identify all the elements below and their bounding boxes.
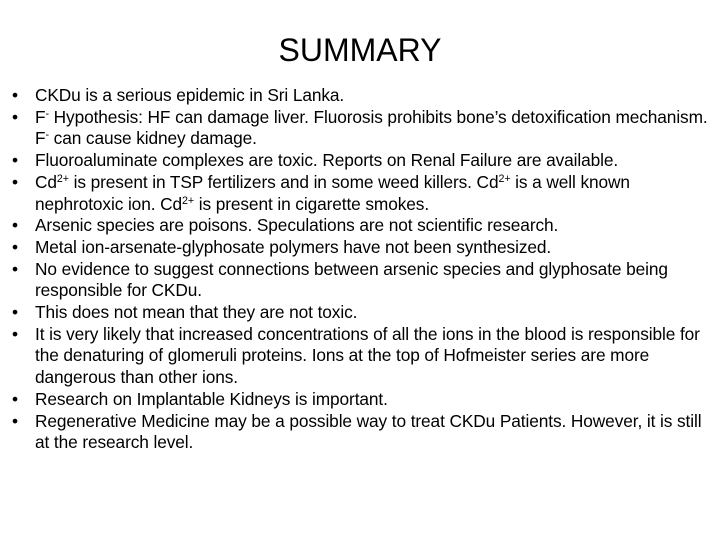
bullet-item: [0, 411, 712, 454]
slide-title: SUMMARY: [278, 32, 442, 68]
bullet-text: It is very likely that increased concentrations of all the ions in the blood is responsible for the denaturing of glomeruli proteins. Ions at the top of Hofmeister series are more dangerous than other ions.: [35, 323, 700, 388]
bullet-text: Regenerative Medicine may be a possible way to treat CKDu Patients. However, it is still at the research level.: [35, 410, 702, 453]
bullet-icon: •: [12, 388, 18, 409]
bullet-icon: •: [12, 258, 18, 279]
bullet-icon: •: [12, 302, 18, 323]
superscript: -: [45, 129, 49, 142]
bullet-icon: •: [12, 323, 18, 344]
superscript: 2+: [182, 194, 195, 207]
bullet-text: is present in cigarette smokes.: [194, 193, 430, 214]
bullet-item: [0, 324, 712, 389]
bullet-text: This does not mean that they are not toxic.: [35, 302, 358, 323]
bullet-text: F: [35, 106, 46, 127]
bullet-icon: •: [12, 106, 18, 127]
bullet-icon: •: [12, 85, 18, 105]
bullet-list: [0, 85, 712, 454]
bullet-icon: •: [12, 236, 18, 257]
bullet-text: is present in TSP fertilizers and in some weed killers. Cd: [68, 171, 499, 192]
bullet-item: [0, 150, 712, 172]
bullet-text: Cd: [35, 171, 57, 192]
bullet-icon: •: [12, 171, 18, 192]
bullet-item: [0, 237, 712, 259]
bullet-text: can cause kidney damage.: [48, 128, 257, 149]
bullet-icon: •: [12, 150, 18, 171]
bullet-item: [0, 302, 712, 324]
bullet-text: Metal ion-arsenate-glyphosate polymers have not been synthesized.: [35, 236, 552, 257]
bullet-text: Fluoroaluminate complexes are toxic. Reports on Renal Failure are available.: [35, 150, 619, 171]
bullet-text: Arsenic species are poisons. Speculations are not scientific research.: [35, 215, 559, 236]
bullet-icon: •: [12, 215, 18, 236]
bullet-item: [0, 107, 712, 150]
bullet-item: [0, 85, 712, 107]
bullet-icon: •: [12, 410, 18, 431]
bullet-text: Research on Implantable Kidneys is important.: [35, 388, 388, 409]
superscript: -: [45, 107, 49, 120]
bullet-item: [0, 259, 712, 302]
bullet-text: CKDu is a serious epidemic in Sri Lanka.: [35, 85, 345, 105]
bullet-item: [0, 172, 712, 215]
bullet-text: Hypothesis: HF can damage liver. Fluorosis prohibits bone’s detoxification mechanism. F: [35, 106, 708, 149]
bullet-item: [0, 389, 712, 411]
bullet-text: is a well known nephrotoxic ion. Cd: [35, 171, 630, 214]
bullet-item: [0, 215, 712, 237]
superscript: 2+: [498, 172, 511, 185]
bullet-text: No evidence to suggest connections between arsenic species and glyphosate being responsible for CKDu.: [35, 258, 668, 301]
superscript: 2+: [56, 172, 69, 185]
